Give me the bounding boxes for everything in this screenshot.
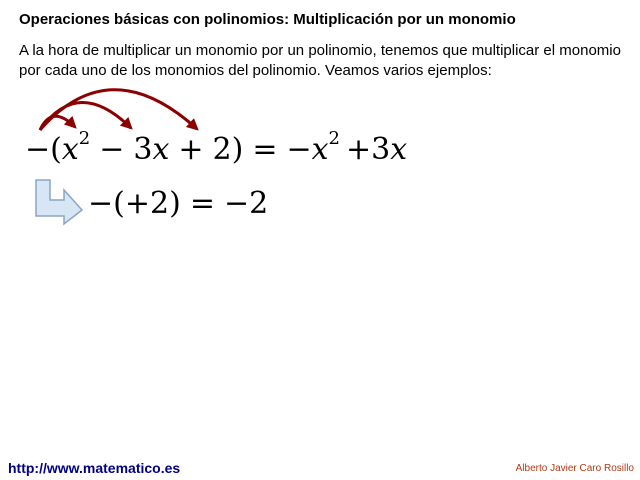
equation-1 [25, 128, 408, 167]
eq2-term: +2 [124, 186, 170, 221]
eq1-open-paren: ( [50, 132, 62, 167]
eq1-term2-coef: 3 [133, 132, 153, 167]
eq1-term3: 2 [212, 132, 232, 167]
eq1-rhs-term1-var: x [311, 132, 329, 167]
eq2-close-paren: ) [169, 186, 181, 221]
arrow-to-x-squared [40, 116, 75, 130]
bent-right-arrow-icon [34, 178, 84, 226]
eq1-term2-var: x [152, 132, 170, 167]
eq1-lhs-sign: − [25, 132, 51, 167]
arrow-to-2 [40, 90, 197, 130]
eq1-rhs-term2-sign: +3 [346, 132, 391, 167]
footer-author: Alberto Javier Caro Rosillo [515, 463, 634, 474]
eq2-result: −2 [223, 186, 269, 221]
equation-2 [88, 187, 268, 221]
eq1-equals: = [252, 132, 278, 167]
intro-paragraph: A la hora de multiplicar un monomio por un polinomio, tenemos que multiplicar el monomio por cada uno de los monomios del polinomio. Veamos varios ejemplos: [19, 42, 621, 79]
eq1-rhs-term2-var: x [390, 132, 408, 167]
eq1-op2: + [178, 132, 204, 167]
eq2-open-paren: ( [113, 186, 125, 221]
eq1-rhs-term1-sign: − [286, 132, 312, 167]
eq1-op1: − [99, 132, 125, 167]
eq1-rhs-term1-exp: 2 [328, 128, 340, 149]
eq1-term1-exp: 2 [78, 128, 91, 149]
eq1-term1-var: x [61, 132, 79, 167]
footer-website-link[interactable]: http://www.matematico.es [8, 460, 181, 476]
arrow-to-3x [40, 102, 131, 130]
eq1-close-paren: ) [231, 132, 244, 167]
eq2-lhs-sign: − [88, 186, 114, 221]
slide-title: Operaciones básicas con polinomios: Multiplicación por un monomio [19, 11, 516, 28]
eq2-equals: = [189, 186, 215, 221]
